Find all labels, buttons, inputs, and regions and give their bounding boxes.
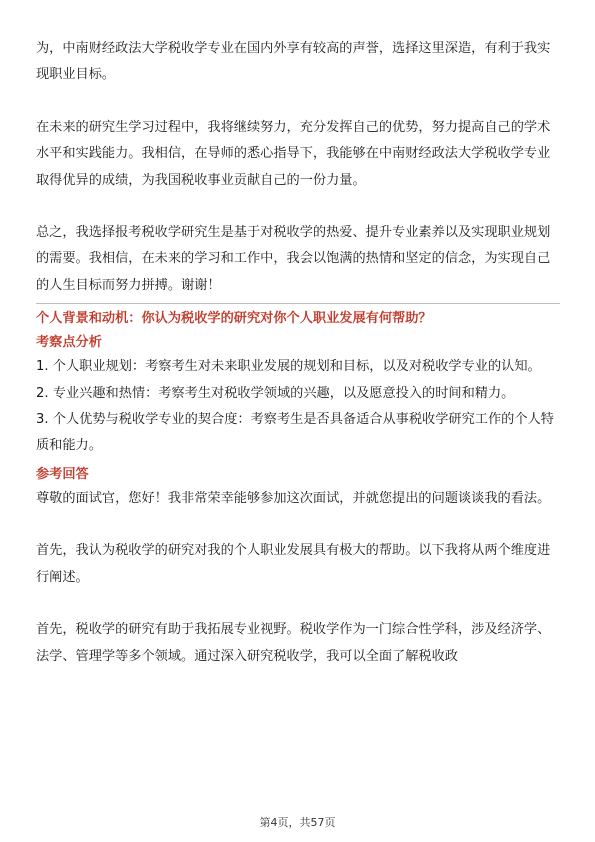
interview-question: 个人背景和动机：你认为税收学的研究对你个人职业发展有何帮助？ [36,311,432,327]
section-divider [36,303,560,304]
answer-paragraph: 首先，税收学的研究有助于我拓展专业视野。税收学作为一门综合性学科，涉及经济学、法学、管理学等多个领域。通过深入研究税收学，我可以全面了解税收政 [36,622,551,664]
paragraph-gap [36,591,560,617]
answer-heading: 参考回答 [36,466,89,482]
answer-paragraph: 首先，我认为税收学的研究对我的个人职业发展具有极大的帮助。以下我将从两个维度进行阐述。 [36,543,551,585]
future-study-paragraph: 在未来的研究生学习过程中，我将继续努力，充分发挥自己的优势，努力提高自己的学术水平和实践能力。我相信，在导师的悉心指导下，我能够在中南财经政法大学税收学专业取得优异的成绩，为我国税收事业贡献自己的一份力量。 [36,119,551,188]
page-content [36,36,560,670]
paragraph-gap [36,89,560,115]
page-number-footer: 第4页，共57页 [259,816,336,829]
summary-paragraph: 总之，我选择报考税收学研究生是基于对税收学的热爱、提升专业素养以及实现职业规划的需要。我相信，在未来的学习和工作中，我会以饱满的热情和坚定的信念，为实现自己的人生目标而努力拼搏。谢谢！ [36,225,551,293]
analysis-item: 2. 专业兴趣和热情：考察考生对税收学领域的兴趣，以及愿意投入的时间和精力。 [36,385,515,401]
intro-paragraph-end: 为，中南财经政法大学税收学专业在国内外享有较高的声誉，选择这里深造，有利于我实现职业目标。 [36,41,551,83]
paragraph-gap [36,512,560,538]
answer-paragraph: 尊敬的面试官，您好！我非常荣幸能够参加这次面试，并就您提出的问题谈谈我的看法。 [36,490,551,506]
analysis-item: 3. 个人优势与税收学专业的契合度：考察考生是否具备适合从事税收学研究工作的个人特质和能力。 [36,412,554,454]
analysis-heading: 考察点分析 [36,335,102,351]
analysis-item: 1. 个人职业规划：考察考生对未来职业发展的规划和目标，以及对税收学专业的认知。 [36,359,541,375]
paragraph-gap [36,194,560,220]
